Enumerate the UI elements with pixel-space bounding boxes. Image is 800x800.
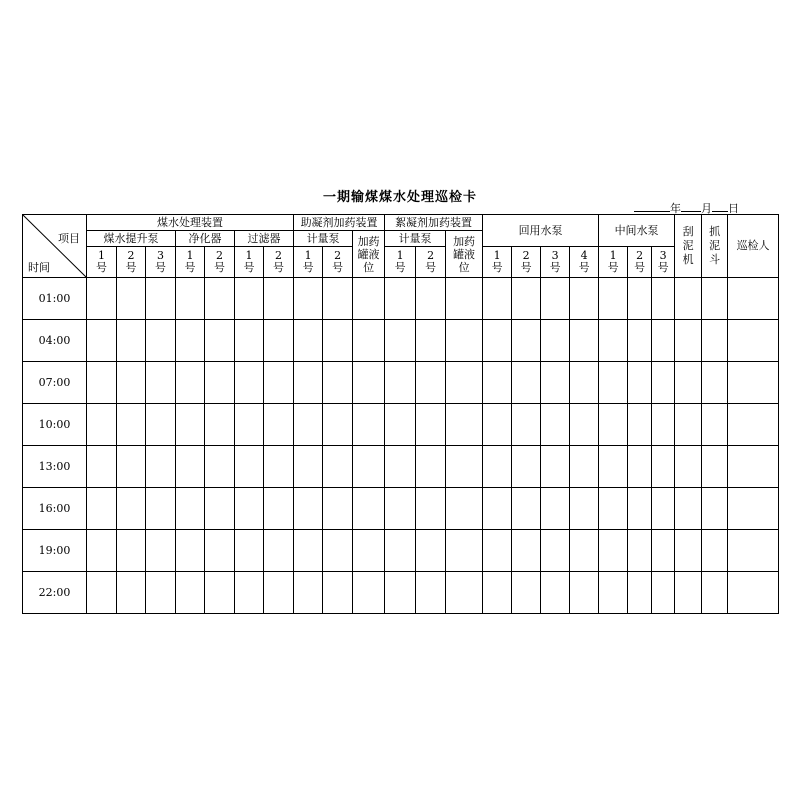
entry-cell[interactable]: [146, 446, 176, 488]
year-blank[interactable]: [634, 201, 670, 212]
entry-cell[interactable]: [235, 530, 264, 572]
entry-cell[interactable]: [294, 446, 323, 488]
unit-number-header: 1号: [483, 247, 512, 278]
unit-number-header: 1号: [294, 247, 323, 278]
entry-cell[interactable]: [728, 278, 779, 320]
sub-tank-level-2: 加药罐液位: [446, 231, 483, 278]
entry-cell[interactable]: [205, 404, 235, 446]
entry-cell[interactable]: [570, 404, 599, 446]
entry-cell[interactable]: [675, 320, 702, 362]
unit-number-header: 1号: [176, 247, 205, 278]
sub-lift-pump: 煤水提升泵: [87, 231, 176, 247]
entry-cell[interactable]: [541, 488, 570, 530]
entry-cell[interactable]: [146, 530, 176, 572]
entry-cell[interactable]: [416, 320, 446, 362]
unit-number-header: 2号: [117, 247, 146, 278]
entry-cell[interactable]: [652, 404, 675, 446]
entry-cell[interactable]: [599, 488, 628, 530]
entry-cell[interactable]: [176, 488, 205, 530]
entry-cell[interactable]: [675, 446, 702, 488]
entry-cell[interactable]: [570, 530, 599, 572]
day-label: 日: [728, 202, 739, 215]
unit-number-header: 3号: [146, 247, 176, 278]
entry-cell[interactable]: [570, 446, 599, 488]
entry-cell[interactable]: [446, 362, 483, 404]
entry-cell[interactable]: [264, 488, 294, 530]
entry-cell[interactable]: [541, 404, 570, 446]
entry-cell[interactable]: [146, 320, 176, 362]
entry-cell[interactable]: [205, 362, 235, 404]
group-scraper: 刮泥机: [675, 215, 702, 278]
entry-cell[interactable]: [235, 362, 264, 404]
entry-cell[interactable]: [385, 362, 416, 404]
entry-cell[interactable]: [117, 404, 146, 446]
entry-cell[interactable]: [512, 362, 541, 404]
entry-cell[interactable]: [599, 530, 628, 572]
entry-cell[interactable]: [416, 278, 446, 320]
entry-cell[interactable]: [702, 488, 728, 530]
entry-cell[interactable]: [599, 278, 628, 320]
entry-cell[interactable]: [728, 446, 779, 488]
entry-cell[interactable]: [628, 404, 652, 446]
sub-metering-pump-1: 计量泵: [294, 231, 353, 247]
entry-cell[interactable]: [353, 488, 385, 530]
entry-cell[interactable]: [353, 362, 385, 404]
month-label: 月: [701, 202, 712, 215]
entry-cell[interactable]: [294, 404, 323, 446]
entry-cell[interactable]: [652, 278, 675, 320]
time-label: 13:00: [23, 446, 87, 488]
table-row: [23, 488, 779, 530]
entry-cell[interactable]: [483, 530, 512, 572]
unit-number-header: 1号: [599, 247, 628, 278]
entry-cell[interactable]: [570, 320, 599, 362]
entry-cell[interactable]: [323, 530, 353, 572]
unit-number-header: 2号: [205, 247, 235, 278]
entry-cell[interactable]: [541, 278, 570, 320]
entry-cell[interactable]: [728, 404, 779, 446]
entry-cell[interactable]: [353, 446, 385, 488]
entry-cell[interactable]: [385, 446, 416, 488]
entry-cell[interactable]: [176, 404, 205, 446]
entry-cell[interactable]: [416, 488, 446, 530]
entry-cell[interactable]: [512, 530, 541, 572]
entry-cell[interactable]: [385, 488, 416, 530]
entry-cell[interactable]: [728, 320, 779, 362]
entry-cell[interactable]: [512, 278, 541, 320]
entry-cell[interactable]: [599, 404, 628, 446]
entry-cell[interactable]: [146, 404, 176, 446]
entry-cell[interactable]: [446, 404, 483, 446]
entry-cell[interactable]: [728, 572, 779, 614]
entry-cell[interactable]: [541, 362, 570, 404]
entry-cell[interactable]: [446, 320, 483, 362]
inspection-table: [22, 214, 779, 614]
entry-cell[interactable]: [323, 446, 353, 488]
entry-cell[interactable]: [446, 572, 483, 614]
entry-cell[interactable]: [117, 572, 146, 614]
entry-cell[interactable]: [628, 572, 652, 614]
entry-cell[interactable]: [205, 530, 235, 572]
entry-cell[interactable]: [385, 572, 416, 614]
table-row: [23, 572, 779, 614]
entry-cell[interactable]: [512, 446, 541, 488]
entry-cell[interactable]: [205, 572, 235, 614]
group-middle-pump: 中间水泵: [599, 215, 675, 247]
entry-cell[interactable]: [702, 278, 728, 320]
entry-cell[interactable]: [146, 362, 176, 404]
entry-cell[interactable]: [416, 446, 446, 488]
entry-cell[interactable]: [87, 530, 117, 572]
entry-cell[interactable]: [264, 572, 294, 614]
entry-cell[interactable]: [675, 404, 702, 446]
entry-cell[interactable]: [599, 446, 628, 488]
group-flocculant-dosing: 絮凝剂加药装置: [385, 215, 483, 231]
entry-cell[interactable]: [117, 488, 146, 530]
entry-cell[interactable]: [446, 446, 483, 488]
entry-cell[interactable]: [728, 488, 779, 530]
entry-cell[interactable]: [87, 572, 117, 614]
entry-cell[interactable]: [570, 362, 599, 404]
unit-number-header: 1号: [87, 247, 117, 278]
entry-cell[interactable]: [652, 362, 675, 404]
entry-cell[interactable]: [541, 530, 570, 572]
entry-cell[interactable]: [205, 446, 235, 488]
time-label: 19:00: [23, 530, 87, 572]
entry-cell[interactable]: [628, 320, 652, 362]
entry-cell[interactable]: [702, 320, 728, 362]
group-coal-water-device: 煤水处理装置: [87, 215, 294, 231]
entry-cell[interactable]: [652, 488, 675, 530]
unit-number-header: 3号: [652, 247, 675, 278]
entry-cell[interactable]: [512, 404, 541, 446]
unit-number-header: 2号: [323, 247, 353, 278]
time-label: 16:00: [23, 488, 87, 530]
entry-cell[interactable]: [117, 446, 146, 488]
entry-cell[interactable]: [117, 530, 146, 572]
entry-cell[interactable]: [416, 362, 446, 404]
entry-cell[interactable]: [323, 404, 353, 446]
unit-number-header: 2号: [416, 247, 446, 278]
entry-cell[interactable]: [541, 320, 570, 362]
entry-cell[interactable]: [323, 572, 353, 614]
entry-cell[interactable]: [146, 572, 176, 614]
entry-cell[interactable]: [599, 320, 628, 362]
entry-cell[interactable]: [323, 278, 353, 320]
entry-cell[interactable]: [599, 572, 628, 614]
entry-cell[interactable]: [446, 530, 483, 572]
entry-cell[interactable]: [353, 530, 385, 572]
entry-cell[interactable]: [264, 404, 294, 446]
corner-time-label: 时间: [28, 261, 50, 274]
entry-cell[interactable]: [702, 404, 728, 446]
entry-cell[interactable]: [483, 572, 512, 614]
entry-cell[interactable]: [323, 362, 353, 404]
year-label: 年: [670, 202, 681, 215]
entry-cell[interactable]: [675, 488, 702, 530]
entry-cell[interactable]: [541, 446, 570, 488]
entry-cell[interactable]: [702, 530, 728, 572]
entry-cell[interactable]: [675, 530, 702, 572]
entry-cell[interactable]: [675, 572, 702, 614]
entry-cell[interactable]: [176, 278, 205, 320]
time-label: 01:00: [23, 278, 87, 320]
entry-cell[interactable]: [385, 530, 416, 572]
entry-cell[interactable]: [176, 530, 205, 572]
entry-cell[interactable]: [353, 572, 385, 614]
entry-cell[interactable]: [205, 278, 235, 320]
entry-cell[interactable]: [205, 488, 235, 530]
corner-header-cell: [23, 215, 87, 278]
entry-cell[interactable]: [728, 530, 779, 572]
table-row: [23, 446, 779, 488]
entry-cell[interactable]: [628, 278, 652, 320]
entry-cell[interactable]: [235, 488, 264, 530]
unit-number-header: 4号: [570, 247, 599, 278]
sub-purifier: 净化器: [176, 231, 235, 247]
entry-cell[interactable]: [264, 278, 294, 320]
entry-cell[interactable]: [728, 362, 779, 404]
table-row: [23, 278, 779, 320]
entry-cell[interactable]: [264, 446, 294, 488]
table-row: [23, 362, 779, 404]
unit-number-header: 3号: [541, 247, 570, 278]
entry-cell[interactable]: [628, 488, 652, 530]
unit-number-header: 1号: [385, 247, 416, 278]
corner-item-label: 项目: [58, 232, 80, 245]
unit-number-header: 2号: [512, 247, 541, 278]
entry-cell[interactable]: [599, 362, 628, 404]
entry-cell[interactable]: [702, 572, 728, 614]
entry-cell[interactable]: [176, 362, 205, 404]
entry-cell[interactable]: [323, 488, 353, 530]
group-grab: 抓泥斗: [702, 215, 728, 278]
entry-cell[interactable]: [446, 278, 483, 320]
entry-cell[interactable]: [87, 488, 117, 530]
day-blank[interactable]: [712, 201, 728, 212]
entry-cell[interactable]: [294, 362, 323, 404]
entry-cell[interactable]: [235, 278, 264, 320]
entry-cell[interactable]: [512, 572, 541, 614]
entry-cell[interactable]: [652, 320, 675, 362]
entry-cell[interactable]: [416, 404, 446, 446]
entry-cell[interactable]: [87, 446, 117, 488]
entry-cell[interactable]: [628, 362, 652, 404]
entry-cell[interactable]: [176, 572, 205, 614]
entry-cell[interactable]: [570, 278, 599, 320]
entry-cell[interactable]: [294, 530, 323, 572]
time-label: 07:00: [23, 362, 87, 404]
entry-cell[interactable]: [294, 320, 323, 362]
entry-cell[interactable]: [628, 530, 652, 572]
entry-cell[interactable]: [483, 278, 512, 320]
entry-cell[interactable]: [235, 320, 264, 362]
entry-cell[interactable]: [483, 362, 512, 404]
month-blank[interactable]: [681, 201, 701, 212]
entry-cell[interactable]: [146, 278, 176, 320]
entry-cell[interactable]: [385, 404, 416, 446]
entry-cell[interactable]: [702, 446, 728, 488]
entry-cell[interactable]: [483, 320, 512, 362]
table-row: [23, 404, 779, 446]
entry-cell[interactable]: [87, 320, 117, 362]
entry-cell[interactable]: [205, 320, 235, 362]
unit-number-header: 2号: [264, 247, 294, 278]
entry-cell[interactable]: [264, 320, 294, 362]
entry-cell[interactable]: [675, 362, 702, 404]
entry-cell[interactable]: [235, 446, 264, 488]
entry-cell[interactable]: [235, 572, 264, 614]
entry-cell[interactable]: [385, 278, 416, 320]
group-return-pump: 回用水泵: [483, 215, 599, 247]
entry-cell[interactable]: [117, 362, 146, 404]
entry-cell[interactable]: [353, 320, 385, 362]
entry-cell[interactable]: [675, 278, 702, 320]
sub-tank-level-1: 加药罐液位: [353, 231, 385, 278]
entry-cell[interactable]: [87, 278, 117, 320]
entry-cell[interactable]: [512, 488, 541, 530]
entry-cell[interactable]: [176, 446, 205, 488]
entry-cell[interactable]: [294, 572, 323, 614]
table-row: [23, 530, 779, 572]
entry-cell[interactable]: [652, 572, 675, 614]
entry-cell[interactable]: [652, 530, 675, 572]
entry-cell[interactable]: [87, 362, 117, 404]
entry-cell[interactable]: [117, 320, 146, 362]
entry-cell[interactable]: [385, 320, 416, 362]
group-inspector: 巡检人: [728, 215, 779, 278]
entry-cell[interactable]: [570, 572, 599, 614]
group-coagulant-dosing: 助凝剂加药装置: [294, 215, 385, 231]
table-row: [23, 320, 779, 362]
entry-cell[interactable]: [323, 320, 353, 362]
unit-number-header: 1号: [235, 247, 264, 278]
unit-header-row: [23, 247, 779, 278]
entry-cell[interactable]: [264, 362, 294, 404]
entry-cell[interactable]: [416, 530, 446, 572]
entry-cell[interactable]: [483, 488, 512, 530]
entry-cell[interactable]: [483, 404, 512, 446]
entry-cell[interactable]: [628, 446, 652, 488]
entry-cell[interactable]: [483, 446, 512, 488]
entry-cell[interactable]: [541, 572, 570, 614]
entry-cell[interactable]: [235, 404, 264, 446]
entry-cell[interactable]: [294, 488, 323, 530]
entry-cell[interactable]: [446, 488, 483, 530]
entry-cell[interactable]: [353, 278, 385, 320]
time-label: 04:00: [23, 320, 87, 362]
entry-cell[interactable]: [416, 572, 446, 614]
entry-cell[interactable]: [652, 446, 675, 488]
entry-cell[interactable]: [264, 530, 294, 572]
entry-cell[interactable]: [512, 320, 541, 362]
time-label: 22:00: [23, 572, 87, 614]
entry-cell[interactable]: [294, 278, 323, 320]
sub-metering-pump-2: 计量泵: [385, 231, 446, 247]
entry-cell[interactable]: [570, 488, 599, 530]
entry-cell[interactable]: [146, 488, 176, 530]
unit-number-header: 2号: [628, 247, 652, 278]
entry-cell[interactable]: [353, 404, 385, 446]
sub-filter: 过滤器: [235, 231, 294, 247]
entry-cell[interactable]: [117, 278, 146, 320]
entry-cell[interactable]: [87, 404, 117, 446]
entry-cell[interactable]: [176, 320, 205, 362]
time-label: 10:00: [23, 404, 87, 446]
page-title: 一期输煤煤水处理巡检卡: [322, 190, 477, 205]
entry-cell[interactable]: [702, 362, 728, 404]
